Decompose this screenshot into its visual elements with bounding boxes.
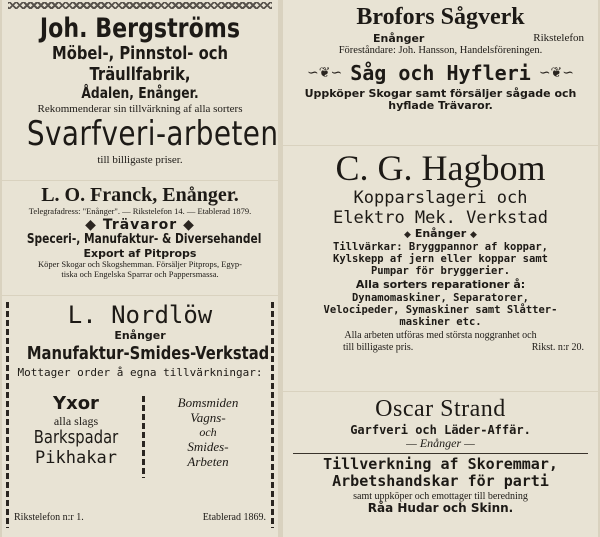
brofors-heading: Såg och Hyfleri (350, 60, 531, 85)
diamond-icon: ◆ (404, 230, 411, 241)
franck-contact: Telegrafadress: "Enånger". — Rikstelefon 14. — Etablerad 1879. (28, 206, 252, 216)
bergstrom-prices: till billigaste priser. (97, 154, 183, 167)
franck-buys-line2: tiska och Engelska Sparrar och Pappersmassa. (61, 269, 219, 280)
bergstrom-line1: Möbel-, Pinnstol- och (52, 43, 228, 65)
hagbom-note-line2: till billigaste pris. (343, 341, 414, 353)
nordlow-right-item: och (199, 424, 217, 439)
nordlow-footer (14, 512, 266, 523)
brofors-name: Brofors Sågverk (356, 4, 525, 30)
nordlow-left-item: Yxor (53, 393, 99, 414)
top-border-ornament (8, 2, 272, 9)
nordlow-left-item: Barkspadar (33, 427, 119, 449)
nordlow-right-item: Arbeten (187, 453, 229, 469)
brofors-text-line1: Uppköper Skogar samt försäljer sågade och (304, 86, 577, 100)
hagbom-place-text: Enånger (414, 227, 467, 241)
bergstrom-recommend: Rekommenderar sin tillvärkning af alla sorters (37, 102, 243, 115)
brofors-manager: Föreståndare: Joh. Hansson, Handelsföreningen. (338, 44, 543, 56)
hagbom-line2: Elektro Mek. Verkstad (333, 207, 548, 228)
hagbom-machines-line1: Dynamomaskiner, Separatorer, (351, 291, 529, 304)
hagbom-makes-line1: Tillvärkar: Bryggpannor af koppar, (333, 241, 548, 254)
hagbom-note-line1: Alla arbeten utföras med största noggranhet och (344, 330, 537, 342)
strand-business: Garfveri och Läder-Affär. (350, 422, 531, 437)
nordlow-right-item: Vagns- (190, 409, 226, 425)
bergstrom-line2: Träullfabrik, (89, 63, 191, 85)
strand-ad (283, 392, 598, 537)
brofors-ad (283, 0, 598, 145)
bergstrom-place: Ådalen, Enånger. (81, 84, 199, 103)
nordlow-right-item: Bomsmiden (177, 395, 239, 410)
diamond-icon: ◆ (470, 230, 477, 241)
hagbom-note-row (283, 342, 598, 353)
strand-hides: Råa Hudar och Skinn. (367, 501, 514, 516)
bergstrom-ad (2, 0, 278, 180)
nordlow-right-item: Smides- (187, 438, 229, 454)
right-flourish-icon: ∽❦∽ (538, 64, 575, 81)
bergstrom-name: Joh. Bergströms (39, 13, 241, 44)
nordlow-left-item: Pikhakar (35, 448, 117, 469)
franck-goods: Speceri-, Manufaktur- & Diversehandel (26, 231, 262, 247)
left-flourish-icon: ∽❦∽ (306, 64, 343, 81)
hagbom-machines-line3: maskiner etc. (399, 316, 482, 329)
hagbom-machines-line2: Velocipeder, Symaskiner samt Slåtter- (323, 304, 558, 317)
strand-also: samt uppköper och emottager till beredning (353, 490, 528, 502)
hagbom-repairs: Alla sorters reparationer å: (355, 278, 526, 292)
strand-making-line2: Arbetshandskar för parti (332, 472, 549, 491)
nordlow-name: L. Nordlöw (67, 301, 213, 329)
brofors-subline (283, 32, 598, 45)
nordlow-left-item: alla slags (53, 413, 99, 428)
brofors-place: Enånger (373, 31, 425, 45)
franck-buys-line1: Köper Skogar och Skogshemman. Försäljer Pitprops, Egyp- (38, 259, 242, 270)
strand-place-text: Enånger (419, 436, 462, 451)
diamond-icon: ◆ (85, 216, 97, 233)
diamond-icon: ◆ (183, 216, 195, 233)
dash-right: — (464, 436, 475, 451)
strand-making-line1: Tillverkning af Skoremmar, (323, 455, 558, 474)
brofors-phone: Rikstelefon (533, 31, 584, 44)
nordlow-right-list (150, 396, 266, 470)
hagbom-phone: Rikst. n:r 20. (531, 341, 584, 353)
dash-left: — (406, 436, 420, 451)
right-border-ornament (271, 302, 274, 528)
nordlow-business: Manufaktur-Smides-Verkstad (26, 343, 270, 365)
brofors-text-line2: hyflade Trävaror. (388, 99, 493, 113)
bergstrom-product: Svarfveri-arbeten (26, 114, 278, 155)
brofors-heading-row (283, 61, 598, 85)
franck-ad (2, 181, 278, 295)
strand-divider (293, 453, 588, 454)
hagbom-line1: Kopparslageri och (353, 188, 528, 209)
strand-place (283, 437, 598, 451)
hagbom-place (283, 228, 598, 241)
franck-export: Export af Pitprops (83, 246, 197, 260)
hagbom-ad (283, 146, 598, 391)
left-border-ornament (6, 302, 9, 528)
hagbom-makes-line3: Pumpar för bryggerier. (370, 265, 511, 278)
nordlow-phone: Rikstelefon n:r 1. (14, 512, 84, 523)
hagbom-name: C. G. Hagbom (335, 148, 546, 188)
franck-heading-text: Trävaror (102, 216, 178, 233)
franck-name: L. O. Franck, Enånger. (41, 184, 239, 206)
strand-name: Oscar Strand (375, 396, 506, 422)
franck-heading (2, 217, 278, 233)
nordlow-ad (2, 296, 278, 537)
nordlow-orders: Mottager order å egna tillvärkningar: (17, 365, 263, 379)
nordlow-place: Enånger (114, 328, 166, 342)
center-divider-ornament (142, 396, 145, 478)
nordlow-left-list (14, 394, 138, 469)
hagbom-makes-line2: Kylskepp af jern eller koppar samt (333, 253, 548, 266)
nordlow-established: Etablerad 1869. (202, 512, 266, 523)
